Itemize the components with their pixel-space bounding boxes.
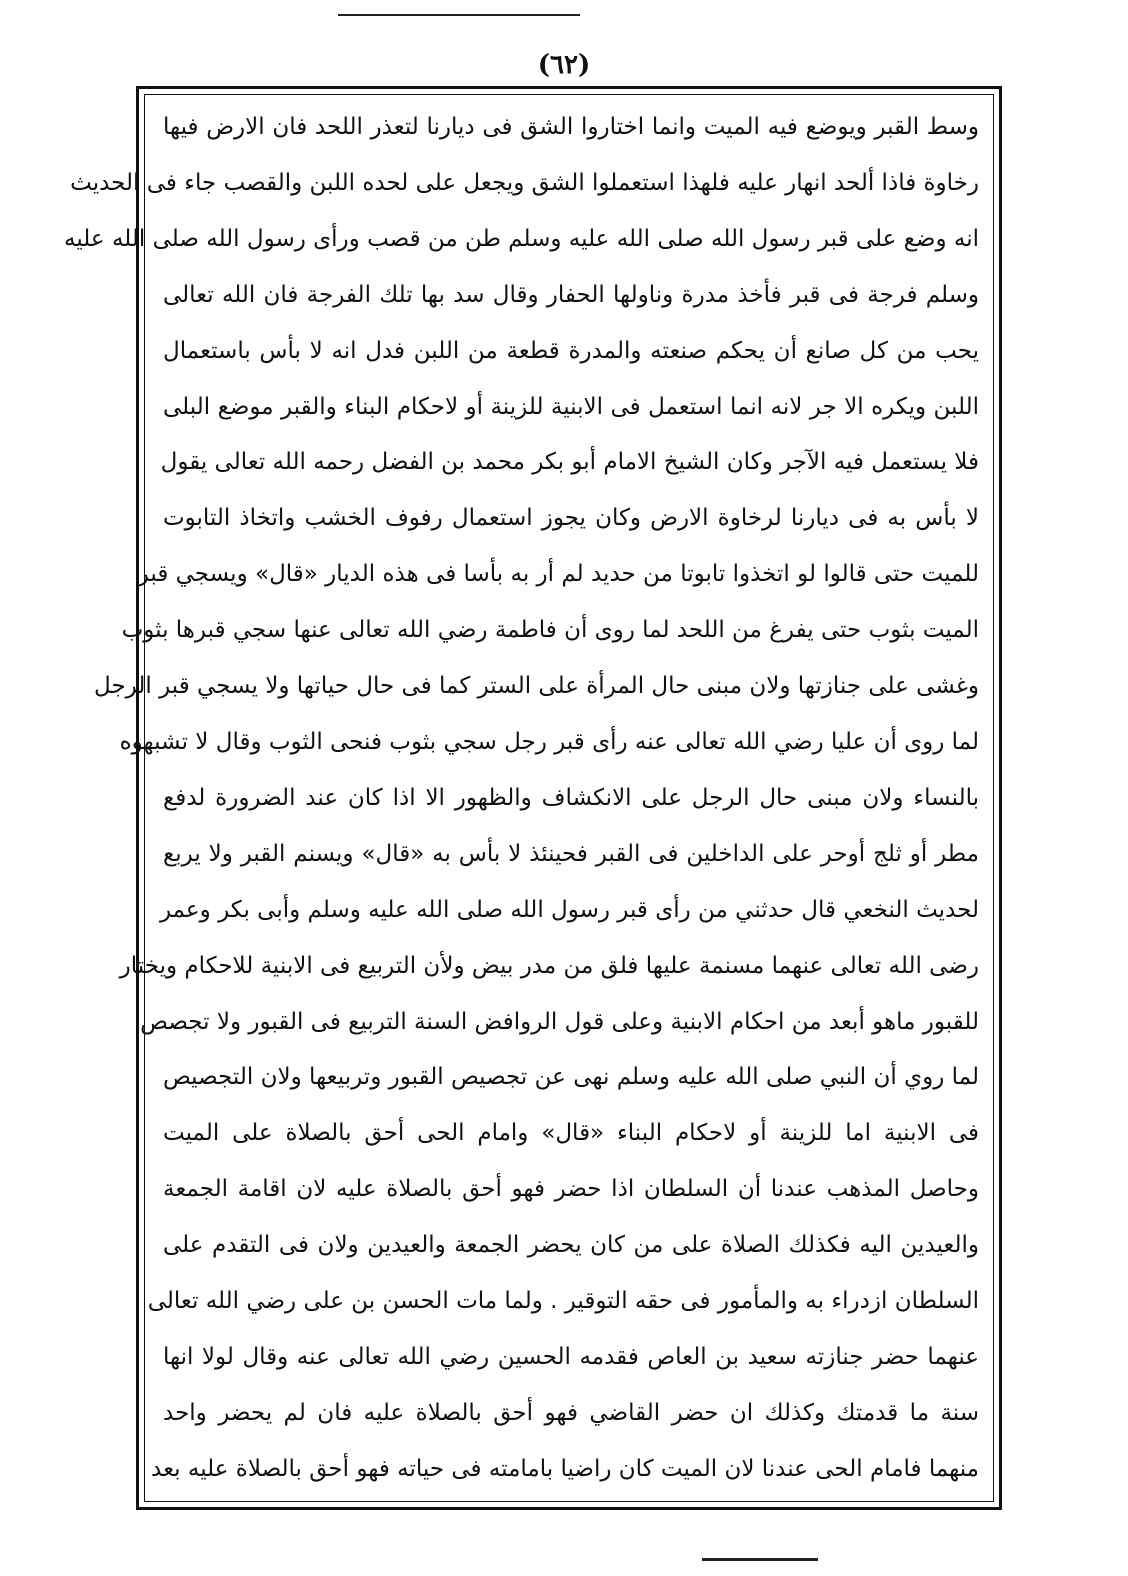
text-line: انه وضع على قبر رسول الله صلى الله عليه وسلم طن من قصب ورأى رسول الله صلى الله عليه (64, 225, 979, 252)
text-line: وغشى على جنازتها ولان مبنى حال المرأة على الستر كما فى حال حياتها ولا يسجي قبر الرجل (94, 673, 979, 700)
text-body (64, 109, 979, 1487)
text-line: لما روي أن النبي صلى الله عليه وسلم نهى عن تجصيص القبور وتربيعها ولان التجصيص (163, 1064, 979, 1091)
top-rule (338, 14, 580, 16)
text-line: عنهما حضر جنازته سعيد بن العاص فقدمه الحسين رضي الله تعالى عنه وقال لولا انها (163, 1343, 979, 1370)
page-number: (٦٢) (537, 50, 591, 80)
text-line: للميت حتى قالوا لو اتخذوا تابوتا من حديد لم أر به بأسا فى هذه الديار «قال» ويسجي قبر (137, 561, 979, 588)
text-line: لما روى أن عليا رضي الله تعالى عنه رأى قبر رجل سجي بثوب فنحى الثوب وقال لا تشبهوه (119, 728, 979, 755)
page-frame-inner (64, 94, 994, 1502)
text-line: سنة ما قدمتك وكذلك ان حضر القاضي فهو أحق بالصلاة عليه فان لم يحضر واحد (163, 1399, 979, 1426)
text-line: وسلم فرجة فى قبر فأخذ مدرة وناولها الحفار وقال سد بها تلك الفرجة فان الله تعالى (163, 281, 979, 308)
text-line: فلا يستعمل فيه الآجر وكان الشيخ الامام أبو بكر محمد بن الفضل رحمه الله تعالى يقول (160, 449, 979, 476)
bottom-rule (702, 1558, 818, 1561)
text-line: والعيدين اليه فكذلك الصلاة على من كان يحضر الجمعة والعيدين ولان فى التقدم على (163, 1232, 979, 1259)
text-line: وسط القبر ويوضع فيه الميت وانما اختاروا الشق فى ديارنا لتعذر اللحد فان الارض فيها (163, 114, 979, 140)
text-line: وحاصل المذهب عندنا أن السلطان اذا حضر فهو أحق بالصلاة عليه لان اقامة الجمعة (163, 1176, 979, 1203)
text-line: يحب من كل صانع أن يحكم صنعته والمدرة قطعة من اللبن فدل انه لا بأس باستعمال (163, 337, 979, 364)
text-line: رضى الله تعالى عنهما مسنمة عليها فلق من مدر بيض ولأن التربيع فى الابنية للاحكام ويختار (119, 952, 979, 979)
text-line: الميت بثوب حتى يفرغ من اللحد لما روى أن فاطمة رضي الله تعالى عنها سجي قبرها بثوب (121, 617, 979, 644)
text-line: فى الابنية اما للزينة أو لاحكام البناء «قال» وامام الحى أحق بالصلاة على الميت (163, 1120, 979, 1147)
text-line: بالنساء ولان مبنى حال الرجل على الانكشاف والظهور الا اذا كان عند الضرورة لدفع (163, 784, 979, 811)
page-frame (64, 86, 1002, 1510)
text-line: لحديث النخعي قال حدثني من رأى قبر رسول الله صلى الله عليه وسلم وأبى بكر وعمر (159, 896, 979, 923)
text-line: السلطان ازدراء به والمأمور فى حقه التوقير . ولما مات الحسن بن على رضي الله تعالى (147, 1288, 979, 1315)
text-line: لا بأس به فى ديارنا لرخاوة الارض وكان يجوز استعمال رفوف الخشب واتخاذ التابوت (163, 505, 979, 532)
text-line: رخاوة فاذا ألحد انهار عليه فلهذا استعملوا الشق ويجعل على لحده اللبن والقصب جاء فى الحديث (70, 169, 979, 196)
text-line: اللبن ويكره الا جر لانه انما استعمل فى الابنية للزينة أو لاحكام البناء والقبر موضع البلى (163, 393, 979, 420)
text-line: مطر أو ثلج أوحر على الداخلين فى القبر فحينئذ لا بأس به «قال» ويسنم القبر ولا يربع (163, 840, 979, 867)
text-line: منهما فامام الحى عندنا لان الميت كان راضيا بامامته فى حياته فهو أحق بالصلاة عليه بعد (151, 1455, 979, 1482)
text-line: للقبور ماهو أبعد من احكام الابنية وعلى قول الروافض السنة التربيع فى القبور ولا تجصص (140, 1008, 979, 1035)
